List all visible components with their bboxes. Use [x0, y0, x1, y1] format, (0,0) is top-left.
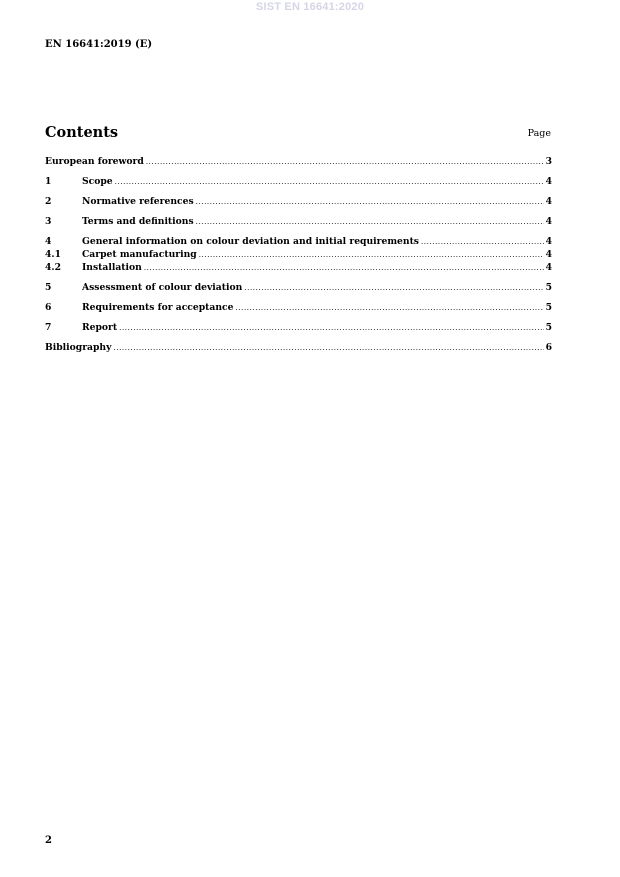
toc-entry-number: 5 — [45, 282, 52, 293]
toc-entry-number: 1 — [45, 176, 52, 187]
toc-entry-page: 5 — [545, 322, 552, 333]
dot-leader — [146, 158, 544, 166]
toc-entry-scope[interactable] — [45, 176, 552, 189]
toc-entry-bibliography[interactable] — [45, 342, 552, 355]
toc-entry-title: Carpet manufacturing — [82, 249, 197, 260]
toc-entry-title: Bibliography — [45, 342, 112, 353]
toc-entry-title: Normative references — [82, 196, 194, 207]
dot-leader — [144, 264, 544, 272]
toc-entry-title: Report — [82, 322, 118, 333]
toc-entry-number: 3 — [45, 216, 52, 227]
contents-heading: Contents — [45, 124, 119, 141]
toc-entry-carpet-manufacturing[interactable] — [45, 249, 552, 262]
dot-leader — [235, 304, 543, 312]
dot-leader — [113, 344, 543, 352]
toc-entry-page: 4 — [545, 196, 552, 207]
toc-entry-title: Terms and definitions — [82, 216, 194, 227]
toc-entry-title: Scope — [82, 176, 113, 187]
dot-leader — [421, 238, 544, 246]
toc-entry-title: Requirements for acceptance — [82, 302, 234, 313]
toc-entry-page: 5 — [545, 302, 552, 313]
dot-leader — [196, 198, 544, 206]
table-of-contents — [45, 156, 552, 355]
toc-entry-number: 4 — [45, 236, 52, 247]
toc-entry-number: 6 — [45, 302, 52, 313]
toc-entry-foreword[interactable] — [45, 156, 552, 169]
toc-entry-number: 7 — [45, 322, 52, 333]
toc-entry-page: 6 — [545, 342, 552, 353]
toc-entry-title: Assessment of colour deviation — [82, 282, 243, 293]
toc-entry-report[interactable] — [45, 322, 552, 335]
toc-entry-installation[interactable] — [45, 262, 552, 275]
dot-leader — [199, 251, 544, 259]
watermark: SIST EN 16641:2020 — [255, 1, 365, 13]
toc-entry-number: 2 — [45, 196, 52, 207]
dot-leader — [119, 324, 543, 332]
toc-entry-page: 3 — [545, 156, 552, 167]
toc-entry-number: 4.2 — [45, 262, 61, 273]
toc-entry-page: 4 — [545, 216, 552, 227]
document-id: EN 16641:2019 (E) — [45, 39, 153, 50]
toc-entry-assessment[interactable] — [45, 282, 552, 295]
toc-entry-terms-definitions[interactable] — [45, 216, 552, 229]
toc-entry-normative-references[interactable] — [45, 196, 552, 209]
toc-entry-page: 4 — [545, 249, 552, 260]
toc-entry-page: 4 — [545, 262, 552, 273]
dot-leader — [115, 178, 544, 186]
toc-entry-page: 4 — [545, 176, 552, 187]
toc-entry-number: 4.1 — [45, 249, 61, 260]
toc-entry-title: Installation — [82, 262, 142, 273]
toc-entry-title: European foreword — [45, 156, 144, 167]
page-number: 2 — [45, 835, 52, 846]
toc-entry-page: 4 — [545, 236, 552, 247]
toc-entry-general-information[interactable] — [45, 236, 552, 249]
dot-leader — [196, 218, 544, 226]
toc-entry-page: 5 — [545, 282, 552, 293]
dot-leader — [244, 284, 543, 292]
toc-entry-title: General information on colour deviation and initial requirements — [82, 236, 419, 247]
page-column-label: Page — [527, 128, 551, 139]
toc-entry-requirements[interactable] — [45, 302, 552, 315]
